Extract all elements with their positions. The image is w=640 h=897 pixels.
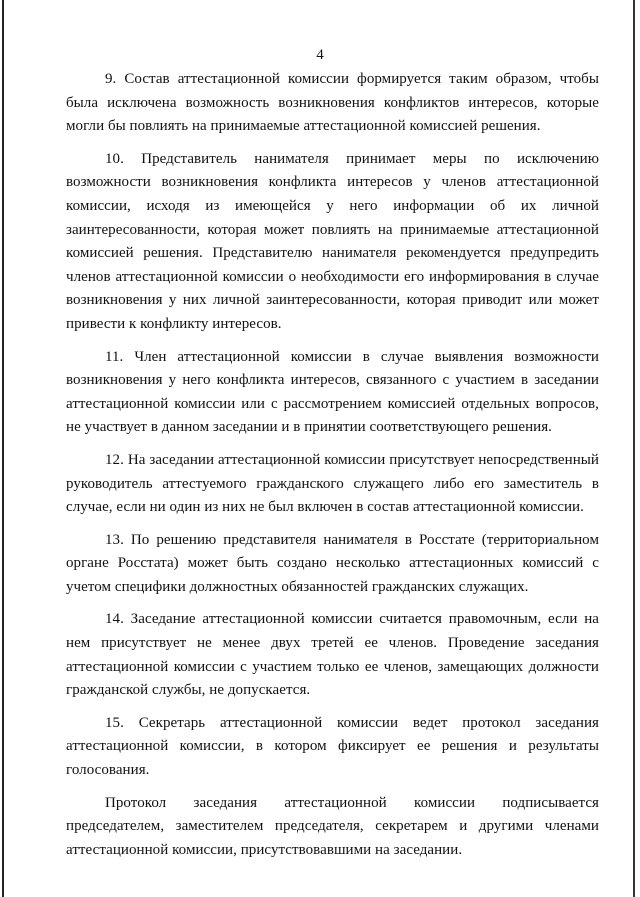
paragraph-14: 14. Заседание аттестационной комиссии считается правомочным, если на нем присутствует не менее двух третей ее членов. Проведение заседания аттестационной комиссии с участием только ее членов, замещающих должности гражданской службы, не допускается. — [66, 611, 599, 699]
page-number: 4 — [316, 47, 324, 63]
paragraph-protocol-signing: Протокол заседания аттестационной комиссии подписывается председателем, заместителем председателя, секретарем и другими членами аттестационной комиссии, присутствовавшими на заседании. — [66, 794, 599, 858]
paragraph-9: 9. Состав аттестационной комиссии формируется таким образом, чтобы была исключена возможность возникновения конфликтов интересов, которые могли бы повлиять на принимаемые аттестационной комиссией решения. — [66, 71, 599, 135]
paragraph-15: 15. Секретарь аттестационной комиссии ведет протокол заседания аттестационной комиссии, в котором фиксирует ее решения и результаты голосования. — [66, 714, 599, 779]
paragraph-10: 10. Представитель нанимателя принимает меры по исключению возможности возникновения конфликта интересов у членов аттестационной комиссии, исходя из имеющейся у него информации об их личной заинтересованности, которая может повлиять на принимаемые аттестационной комиссией решения. Представителю нанимателя рекомендуется предупредить членов аттестационной комиссии о необходимости его информирования в случае возникновения у них личной заинтересованности, которая приводит или может привести к конфликту интересов. — [66, 150, 599, 332]
document-body — [66, 68, 599, 871]
scan-edge-left — [2, 0, 4, 897]
paragraph-13: 13. По решению представителя нанимателя в Росстате (территориальном органе Росстата) может быть создано несколько аттестационных комиссий с учетом специфики должностных обязанностей гражданских служащих. — [66, 531, 599, 595]
paragraph-11: 11. Член аттестационной комиссии в случае выявления возможности возникновения у него конфликта интересов, связанного с участием в заседании аттестационной комиссии или с рассмотрением комиссией отдельных вопросов, не участвует в данном заседании и в принятии соответствующего решения. — [66, 348, 599, 436]
paragraph-12: 12. На заседании аттестационной комиссии присутствует непосредственный руководитель аттестуемого гражданского служащего либо его заместитель в случае, если ни один из них не был включен в состав аттестационной комиссии. — [66, 451, 599, 516]
scan-edge-right — [633, 0, 635, 897]
